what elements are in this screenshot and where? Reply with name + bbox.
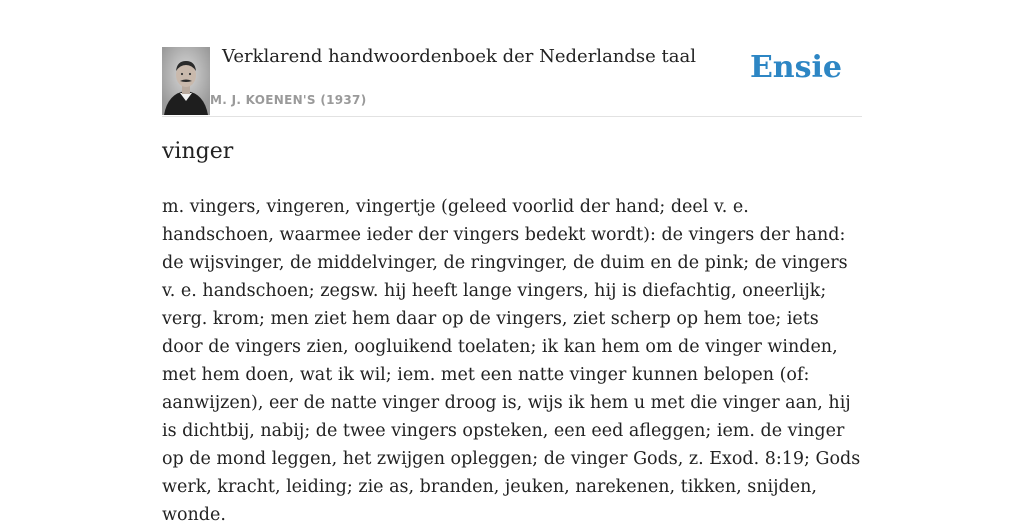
- portrait-svg: [162, 47, 210, 115]
- author-label: M. J. KOENEN'S (1937): [210, 93, 367, 107]
- header: [162, 40, 862, 117]
- author-portrait-icon: [162, 47, 210, 115]
- entry-definition: m. vingers, vingeren, vingertje (geleed voorlid der hand; deel v. e. handschoen, waarmee ieder der vingers bedekt wordt): de vingers der hand: de wijsvinger, de middelvinger, de ringvinger, de duim en de pink; de vingers v. e. handschoen; zegsw. hij heeft lange vingers, hij is diefachtig, oneerlijk; verg. krom; men ziet hem daar op de vingers, ziet scherp op hem toe; iets door de vingers zien, oogluikend toelaten; ik kan hem om de vinger winden, met hem doen, wat ik wil; iem. met een natte vinger kunnen belopen (of: aanwijzen), eer de natte vinger droog is, wijs ik hem u met die vinger aan, hij is dichtbij, nabij; de twee vingers opsteken, een eed afleggen; iem. de vinger op de mond leggen, het zwijgen opleggen; de vinger Gods, z. Exod. 8:19; Gods werk, kracht, leiding; zie as, branden, jeuken, narekenen, tikken, snijden, wonde.: [162, 197, 861, 525]
- ensie-logo-link[interactable]: Ensie: [749, 50, 842, 85]
- entry-headword: vinger: [162, 139, 234, 164]
- book-title: Verklarend handwoordenboek der Nederlandse taal: [222, 46, 696, 67]
